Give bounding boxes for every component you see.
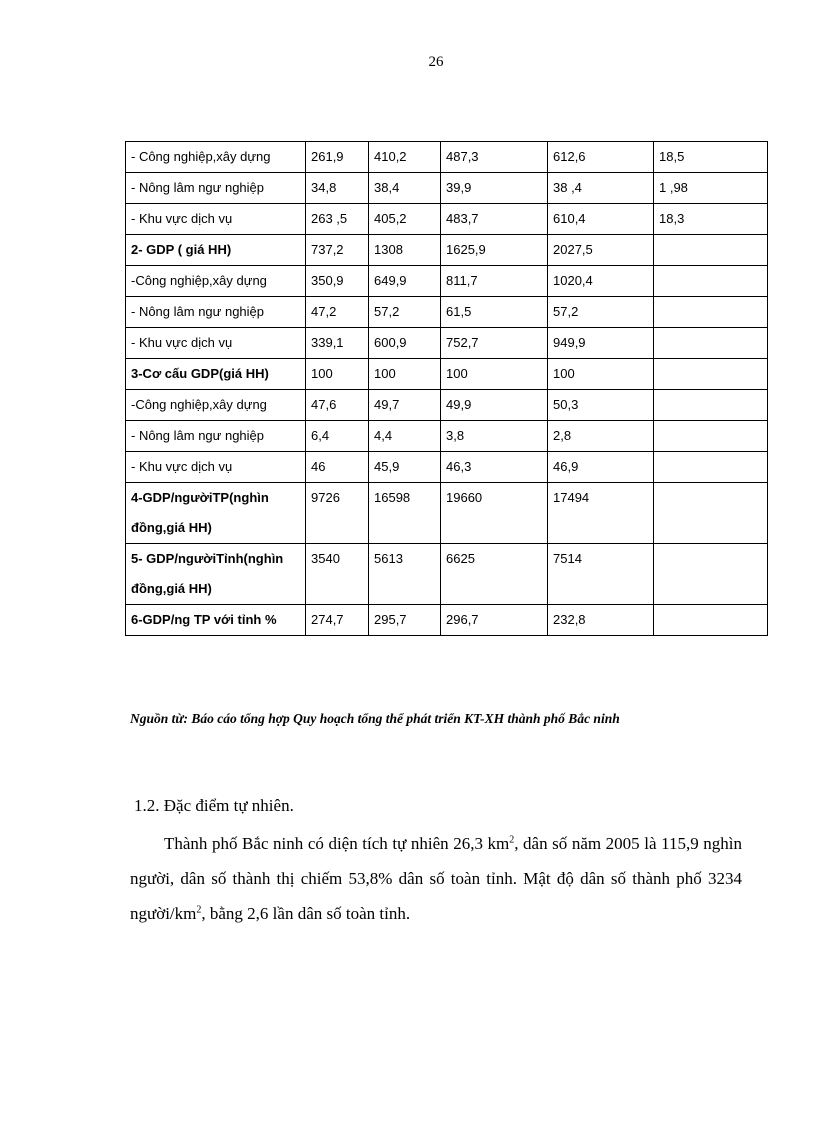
table-cell: 38 ,4 [548, 173, 654, 204]
table-cell [654, 266, 768, 297]
table-cell: 34,8 [306, 173, 369, 204]
table-cell [654, 297, 768, 328]
table-cell: 18,3 [654, 204, 768, 235]
body-paragraph [130, 826, 742, 931]
table-cell: 46,9 [548, 452, 654, 483]
table-cell: 16598 [369, 483, 441, 544]
table-row [126, 297, 768, 328]
table-row [126, 544, 768, 605]
table-cell: 50,3 [548, 390, 654, 421]
table-cell: 46,3 [441, 452, 548, 483]
table-cell: 57,2 [369, 297, 441, 328]
table-cell [654, 544, 768, 605]
row-label: - Nông lâm ngư nghiệp [126, 173, 306, 204]
table-row [126, 173, 768, 204]
table-row [126, 142, 768, 173]
gdp-table [125, 141, 768, 636]
table-row [126, 204, 768, 235]
table-cell: 47,6 [306, 390, 369, 421]
row-label: 3-Cơ cấu GDP(giá HH) [126, 359, 306, 390]
table-row [126, 605, 768, 636]
table-cell: 47,2 [306, 297, 369, 328]
table-body [126, 142, 768, 636]
table-cell [654, 421, 768, 452]
table-row [126, 328, 768, 359]
row-label: - Khu vực dịch vụ [126, 452, 306, 483]
row-label: - Nông lâm ngư nghiệp [126, 421, 306, 452]
table-cell [654, 605, 768, 636]
table-cell: 405,2 [369, 204, 441, 235]
table-cell: 49,9 [441, 390, 548, 421]
row-label: - Khu vực dịch vụ [126, 328, 306, 359]
paragraph-part-2: , dân số năm 2005 là 115,9 nghìn người, dân số thành thị chiếm 53,8% dân số toàn tỉnh. Mật độ dân số thành phố 3234 người/km [130, 834, 742, 923]
table-cell: 2027,5 [548, 235, 654, 266]
table-cell [654, 359, 768, 390]
row-label: - Nông lâm ngư nghiệp [126, 297, 306, 328]
table-row [126, 421, 768, 452]
table-cell: 487,3 [441, 142, 548, 173]
row-label: 4-GDP/ngườiTP(nghìn đồng,giá HH) [126, 483, 306, 544]
superscript-1: 2 [509, 834, 515, 846]
table-cell: 232,8 [548, 605, 654, 636]
paragraph-part-1: Thành phố Bắc ninh có diện tích tự nhiên 26,3 km [164, 834, 510, 853]
table-cell: 600,9 [369, 328, 441, 359]
table-cell [654, 452, 768, 483]
section-heading: 1.2. Đặc điểm tự nhiên. [134, 796, 294, 815]
table-cell: 100 [548, 359, 654, 390]
table-cell: 38,4 [369, 173, 441, 204]
row-label: - Công nghiệp,xây dựng [126, 142, 306, 173]
table-cell [654, 328, 768, 359]
table-cell: 2,8 [548, 421, 654, 452]
table-cell: 6625 [441, 544, 548, 605]
table-cell: 752,7 [441, 328, 548, 359]
table-cell: 410,2 [369, 142, 441, 173]
table-cell: 61,5 [441, 297, 548, 328]
table-cell: 296,7 [441, 605, 548, 636]
table-row [126, 235, 768, 266]
table-cell: 17494 [548, 483, 654, 544]
table-cell: 57,2 [548, 297, 654, 328]
table-cell: 263 ,5 [306, 204, 369, 235]
table-cell: 100 [306, 359, 369, 390]
table-cell: 19660 [441, 483, 548, 544]
table-cell: 612,6 [548, 142, 654, 173]
table-cell: 339,1 [306, 328, 369, 359]
table-cell: 6,4 [306, 421, 369, 452]
superscript-2: 2 [196, 904, 202, 916]
table-cell: 100 [369, 359, 441, 390]
table-cell: 610,4 [548, 204, 654, 235]
table-cell: 1625,9 [441, 235, 548, 266]
table-cell: 3,8 [441, 421, 548, 452]
table-cell: 39,9 [441, 173, 548, 204]
paragraph-part-3: , bằng 2,6 lần dân số toàn tỉnh. [201, 904, 411, 923]
table-cell: 46 [306, 452, 369, 483]
table-row [126, 483, 768, 544]
table-cell: 7514 [548, 544, 654, 605]
table-cell: 1308 [369, 235, 441, 266]
table-row [126, 452, 768, 483]
table-row [126, 359, 768, 390]
table-cell: 274,7 [306, 605, 369, 636]
table-cell: 295,7 [369, 605, 441, 636]
table-cell: 5613 [369, 544, 441, 605]
table-cell [654, 390, 768, 421]
table-cell: 49,7 [369, 390, 441, 421]
row-label: 6-GDP/ng TP với tỉnh % [126, 605, 306, 636]
row-label: 2- GDP ( giá HH) [126, 235, 306, 266]
row-label: - Khu vực dịch vụ [126, 204, 306, 235]
table-cell: 649,9 [369, 266, 441, 297]
table-cell: 4,4 [369, 421, 441, 452]
table-cell: 350,9 [306, 266, 369, 297]
table-cell: 483,7 [441, 204, 548, 235]
table-cell [654, 483, 768, 544]
table-cell [654, 235, 768, 266]
source-note: Nguồn từ: Báo cáo tổng hợp Quy hoạch tổng thể phát triển KT-XH thành phố Bắc ninh [130, 711, 620, 726]
table-cell: 9726 [306, 483, 369, 544]
table-cell: 3540 [306, 544, 369, 605]
table-cell: 18,5 [654, 142, 768, 173]
table-cell: 949,9 [548, 328, 654, 359]
table-cell: 811,7 [441, 266, 548, 297]
table-cell: 261,9 [306, 142, 369, 173]
table-cell: 1 ,98 [654, 173, 768, 204]
table-cell: 45,9 [369, 452, 441, 483]
row-label: -Công nghiệp,xây dựng [126, 390, 306, 421]
table-cell: 737,2 [306, 235, 369, 266]
table-row [126, 266, 768, 297]
table-cell: 100 [441, 359, 548, 390]
row-label: 5- GDP/ngườiTỉnh(nghìn đồng,giá HH) [126, 544, 306, 605]
row-label: -Công nghiệp,xây dựng [126, 266, 306, 297]
page-number: 26 [428, 54, 444, 70]
table-cell: 1020,4 [548, 266, 654, 297]
table-row [126, 390, 768, 421]
